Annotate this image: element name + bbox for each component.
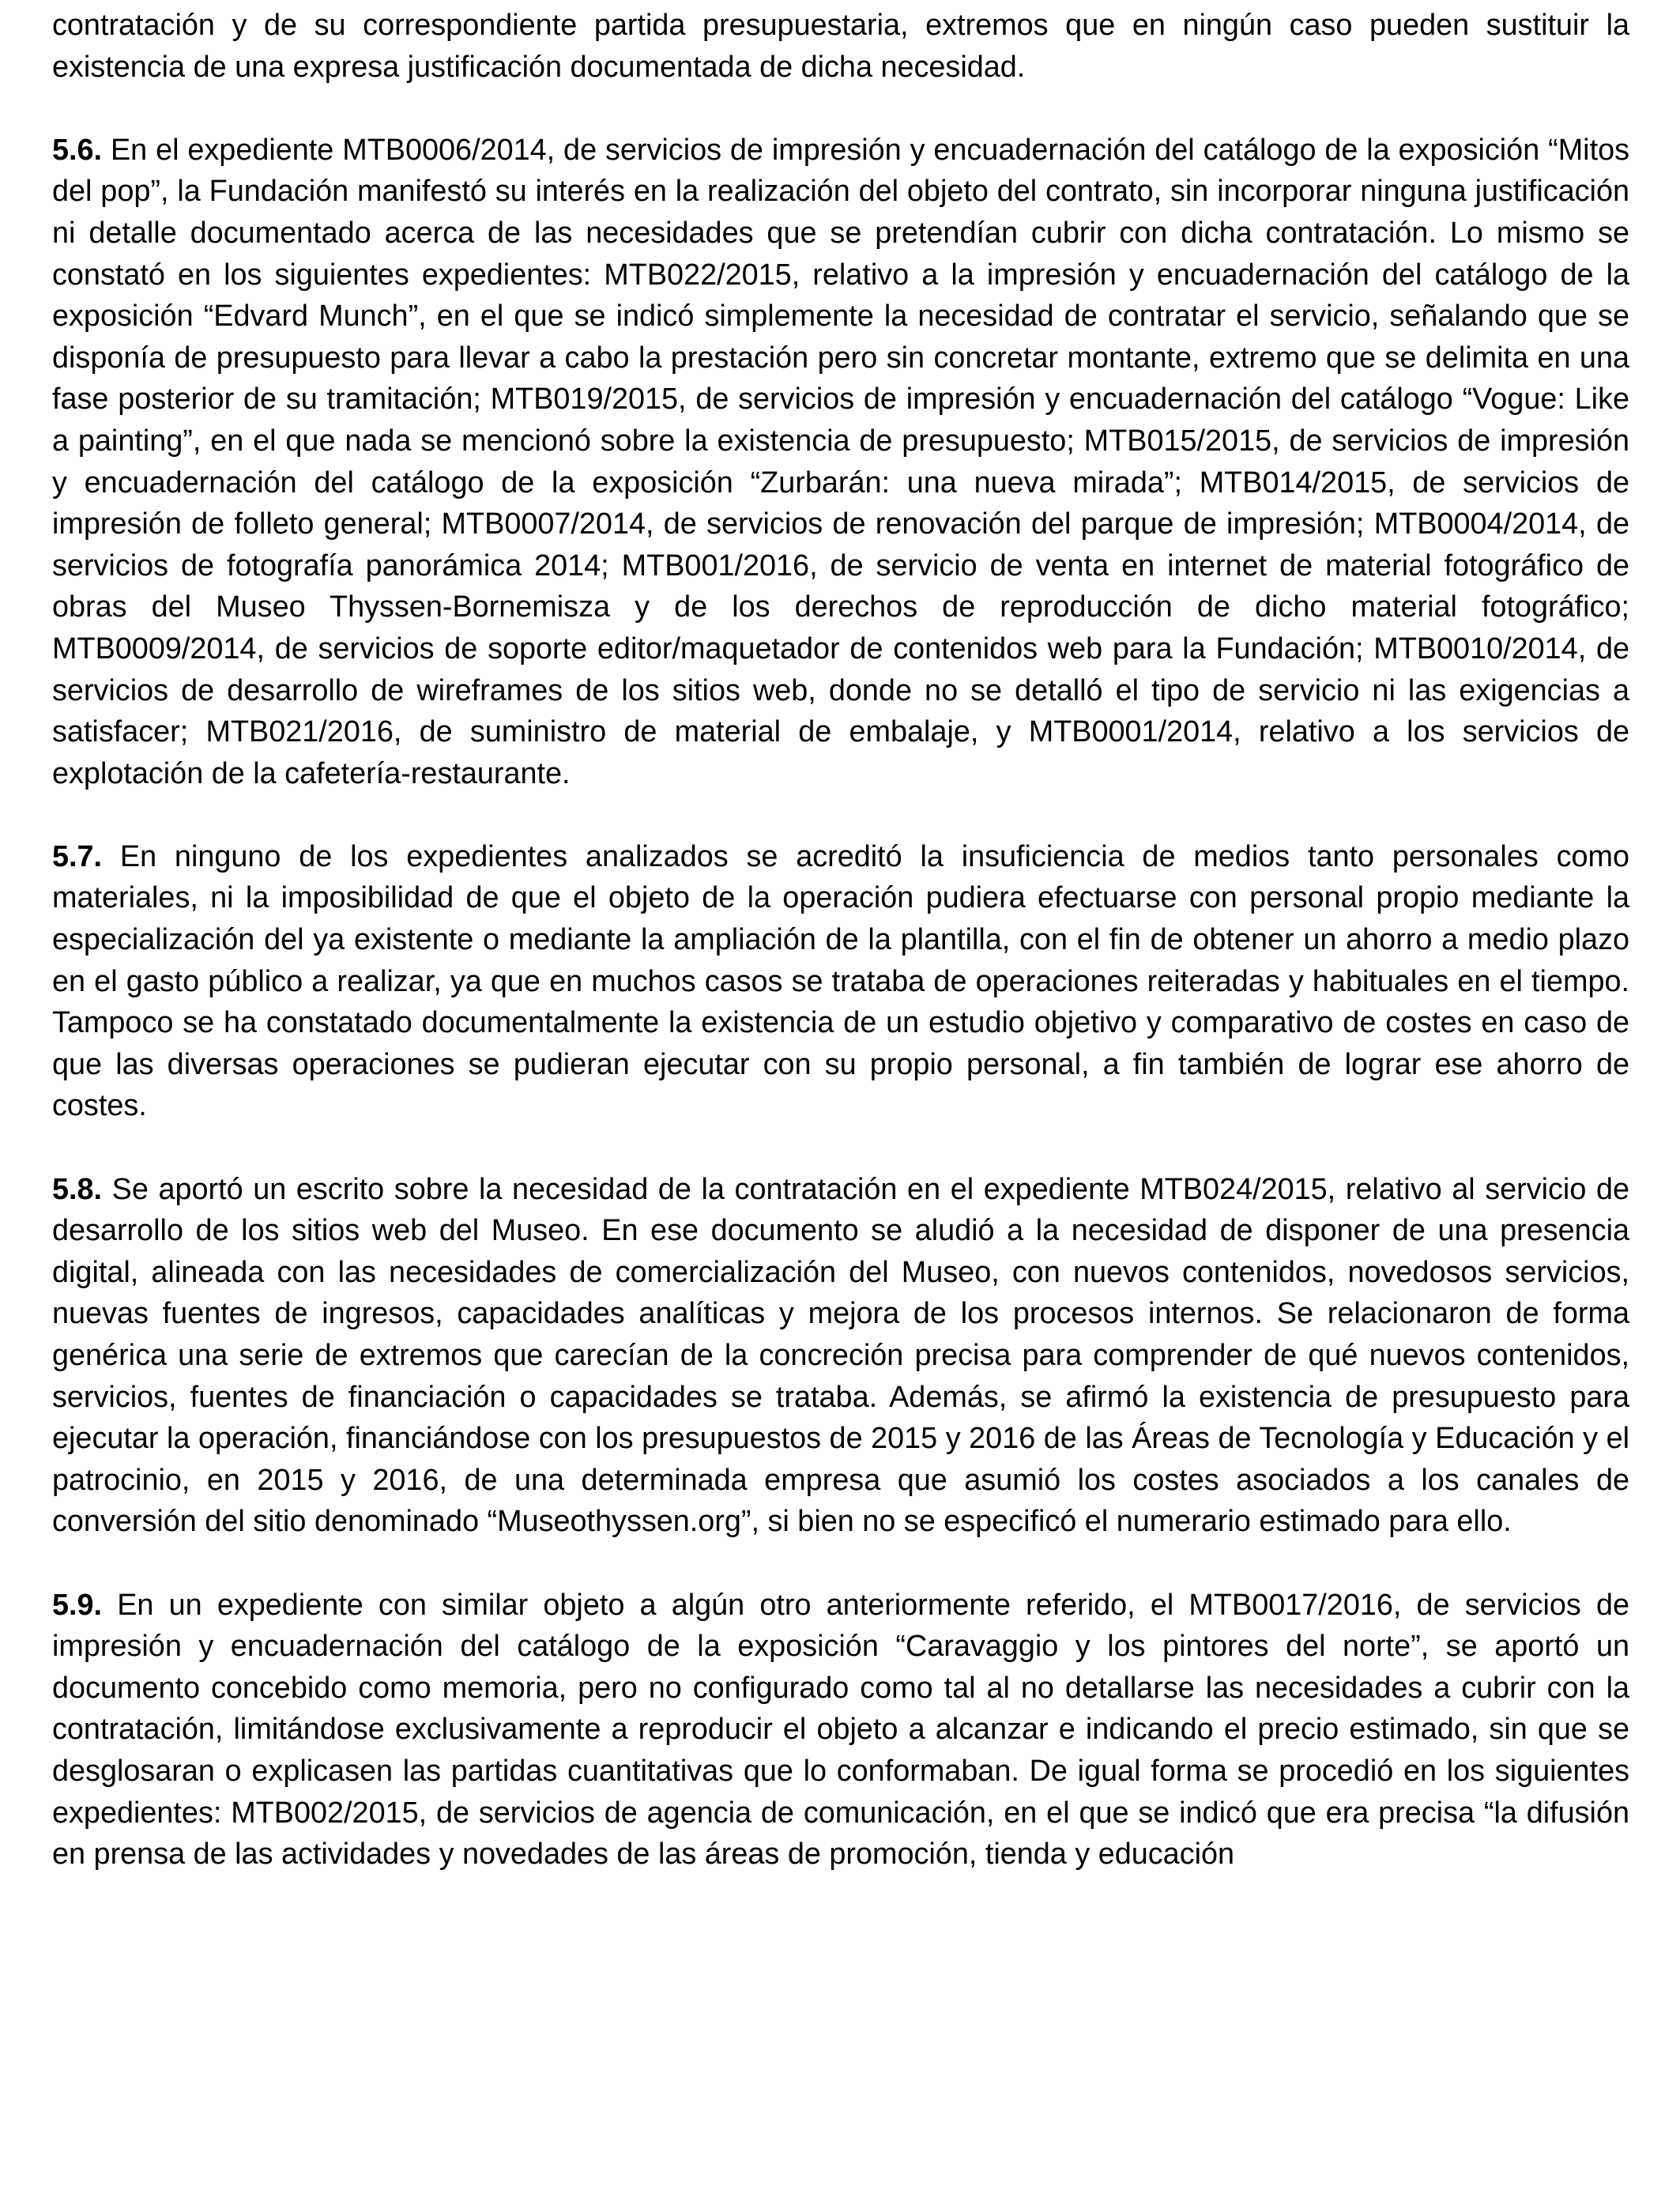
paragraph-5-9 (52, 1585, 1629, 1875)
paragraph-number: 5.8. (52, 1172, 103, 1206)
paragraph-text: Se aportó un escrito sobre la necesidad de la contratación en el expediente MTB024/2015, relativo al servicio de desarrollo de los sitios web del Museo. En ese documento se aludió a la necesidad de disponer de una presencia digital, alineada con las necesidades de comercialización del Museo, con nuevos contenidos, novedosos servicios, nuevas fuentes de ingresos, capacidades analíticas y mejora de los procesos internos. Se relacionaron de forma genérica una serie de extremos que carecían de la concreción precisa para comprender de qué nuevos contenidos, servicios, fuentes de financiación o capacidades se trataba. Además, se afirmó la existencia de presupuesto para ejecutar la operación, financiándose con los presupuestos de 2015 y 2016 de las Áreas de Tecnología y Educación y el patrocinio, en 2015 y 2016, de una determinada empresa que asumió los costes asociados a los canales de conversión del sitio denominado “Museothyssen.org”, si bien no se especificó el numerario estimado para ello. (52, 1172, 1629, 1539)
paragraph-5-7 (52, 836, 1629, 1127)
paragraph-5-8 (52, 1169, 1629, 1543)
paragraph-number: 5.7. (52, 839, 103, 873)
paragraph-text: En el expediente MTB0006/2014, de servicios de impresión y encuadernación del catálogo de la exposición “Mitos del pop”, la Fundación manifestó su interés en la realización del objeto del contrato, sin incorporar ninguna justificación ni detalle documentado acerca de las necesidades que se pretendían cubrir con dicha contratación. Lo mismo se constató en los siguientes expedientes: MTB022/2015, relativo a la impresión y encuadernación del catálogo de la exposición “Edvard Munch”, en el que se indicó simplemente la necesidad de contratar el servicio, señalando que se disponía de presupuesto para llevar a cabo la prestación pero sin concretar montante, extremo que se delimita en una fase posterior de su tramitación; MTB019/2015, de servicios de impresión y encuadernación del catálogo “Vogue: Like a painting”, en el que nada se mencionó sobre la existencia de presupuesto; MTB015/2015, de servicios de impresión y encuadernación del catálogo de la exposición “Zurbarán: una nueva mirada”; MTB014/2015, de servicios de impresión de folleto general; MTB0007/2014, de servicios de renovación del parque de impresión; MTB0004/2014, de servicios de fotografía panorámica 2014; MTB001/2016, de servicio de venta en internet de material fotográfico de obras del Museo Thyssen-Bornemisza y de los derechos de reproducción de dicho material fotográfico; MTB0009/2014, de servicios de soporte editor/maquetador de contenidos web para la Fundación; MTB0010/2014, de servicios de desarrollo de wireframes de los sitios web, donde no se detalló el tipo de servicio ni las exigencias a satisfacer; MTB021/2016, de suministro de material de embalaje, y MTB0001/2014, relativo a los servicios de explotación de la cafetería-restaurante. (52, 133, 1629, 790)
paragraph-5-6 (52, 130, 1629, 795)
document-page (52, 5, 1629, 1875)
paragraph-text: En un expediente con similar objeto a algún otro anteriormente referido, el MTB0017/2016, de servicios de impresión y encuadernación del catálogo de la exposición “Caravaggio y los pintores del norte”, se aportó un documento concebido como memoria, pero no configurado como tal al no detallarse las necesidades a cubrir con la contratación, limitándose exclusivamente a reproducir el objeto a alcanzar e indicando el precio estimado, sin que se desglosaran o explicasen las partidas cuantitativas que lo conformaban. De igual forma se procedió en los siguientes expedientes: MTB002/2015, de servicios de agencia de comunicación, en el que se indicó que era precisa “la difusión en prensa de las actividades y novedades de las áreas de promoción, tienda y educación (52, 1588, 1629, 1872)
paragraph-text: En ninguno de los expedientes analizados se acreditó la insuficiencia de medios tanto personales como materiales, ni la imposibilidad de que el objeto de la operación pudiera efectuarse con personal propio mediante la especialización del ya existente o mediante la ampliación de la plantilla, con el fin de obtener un ahorro a medio plazo en el gasto público a realizar, ya que en muchos casos se trataba de operaciones reiteradas y habituales en el tiempo. Tampoco se ha constatado documentalmente la existencia de un estudio objetivo y comparativo de costes en caso de que las diversas operaciones se pudieran ejecutar con su propio personal, a fin también de lograr ese ahorro de costes. (52, 839, 1629, 1123)
paragraph-number: 5.9. (52, 1588, 103, 1622)
paragraph-text: contratación y de su correspondiente partida presupuestaria, extremos que en ningún caso pueden sustituir la existencia de una expresa justificación documentada de dicha necesidad. (52, 9, 1629, 84)
paragraph-number: 5.6. (52, 133, 103, 167)
paragraph-continuation (52, 5, 1629, 88)
